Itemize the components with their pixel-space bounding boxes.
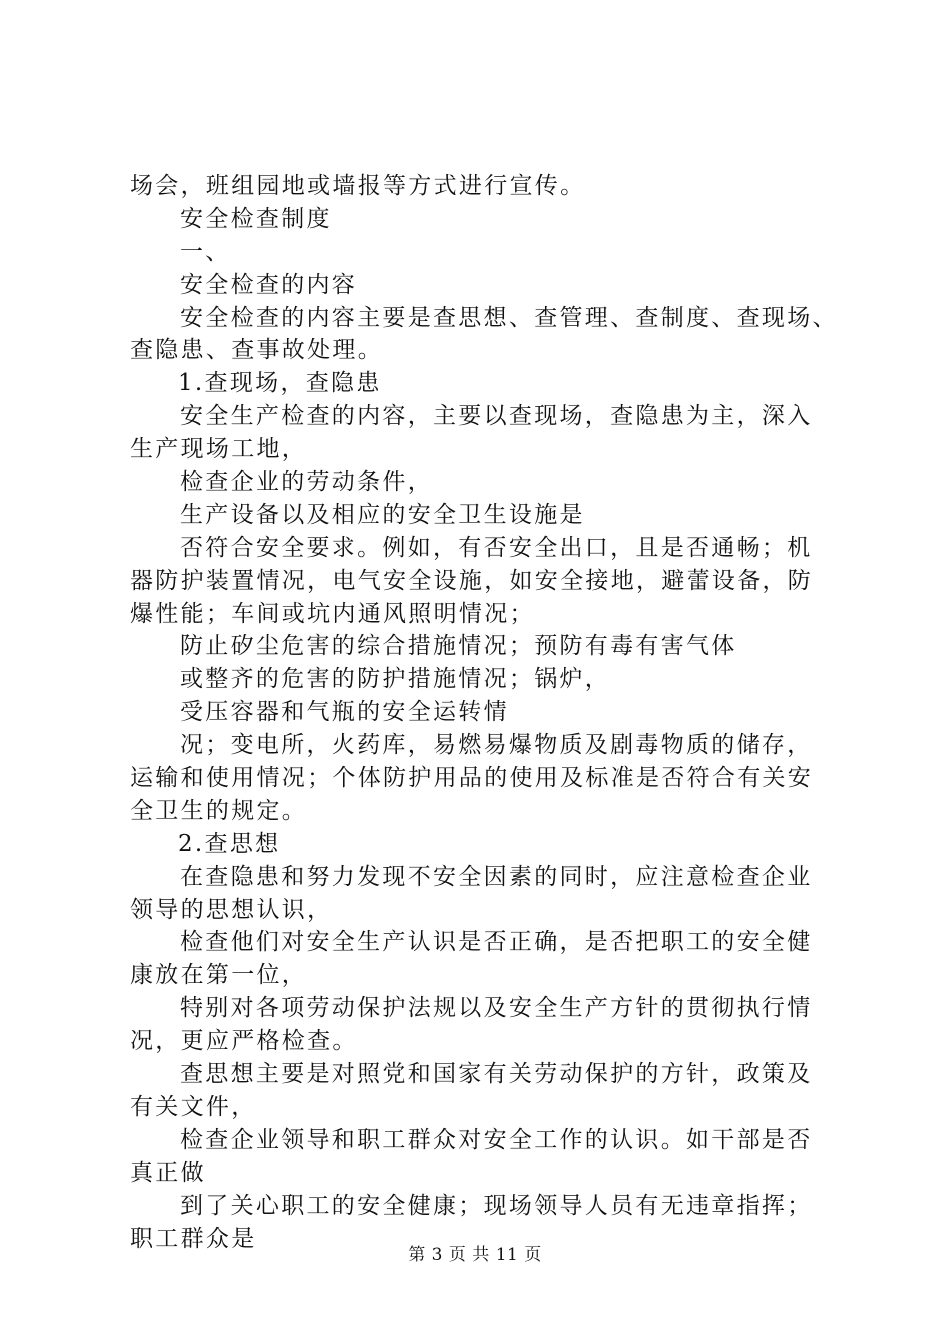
text-line: 检查企业领导和职工群众对安全工作的认识。如干部是否 xyxy=(180,1126,813,1153)
text-line: 生产现场工地， xyxy=(130,436,308,463)
document-body xyxy=(130,170,842,1255)
text-line: 器防护装置情况，电气安全设施，如安全接地，避蕾设备，防 xyxy=(130,567,814,594)
text-line: 况，更应严格检查。 xyxy=(130,1028,358,1055)
text-line: 真正做 xyxy=(130,1159,206,1186)
text-line: 查思想主要是对照党和国家有关劳动保护的方针，政策及 xyxy=(180,1061,813,1088)
text-line: 生产设备以及相应的安全卫生设施是 xyxy=(180,501,585,528)
text-line: 查隐患、查事故处理。 xyxy=(130,337,383,364)
text-line: 检查企业的劳动条件， xyxy=(180,469,433,496)
page-footer xyxy=(0,1243,950,1267)
text-line: 领导的思想认识， xyxy=(130,896,333,923)
text-line: 职工群众是 xyxy=(130,1225,257,1252)
text-line: 况；变电所，火药库，易燃易爆物质及剧毒物质的储存， xyxy=(180,732,813,759)
text-line: 安全生产检查的内容，主要以查现场，查隐患为主，深入 xyxy=(180,403,813,430)
section-title: 安全检查制度 xyxy=(180,205,332,232)
text-line: 运输和使用情况；个体防护用品的使用及标准是否符合有关安 xyxy=(130,765,814,792)
text-line: 特别对各项劳动保护法规以及安全生产方针的贯彻执行情 xyxy=(180,995,813,1022)
text-line: 全卫生的规定。 xyxy=(130,797,308,824)
text-line: 康放在第一位， xyxy=(130,962,308,989)
subsection-heading: 1.查现场，查隐患 xyxy=(178,370,382,397)
text-line: 受压容器和气瓶的安全运转情 xyxy=(180,699,509,726)
page-number-label: 第 3 页 共 11 页 xyxy=(408,1245,542,1265)
text-line: 到了关心职工的安全健康；现场领导人员有无违章指挥； xyxy=(180,1192,813,1219)
subsection-title: 安全检查的内容 xyxy=(180,271,358,298)
text-line: 否符合安全要求。例如，有否安全出口，且是否通畅；机 xyxy=(180,534,813,561)
text-line: 检查他们对安全生产认识是否正确，是否把职工的安全健 xyxy=(180,929,813,956)
text-line: 防止矽尘危害的综合措施情况；预防有毒有害气体 xyxy=(180,633,737,660)
text-line: 场会，班组园地或墙报等方式进行宣传。 xyxy=(130,173,586,199)
text-line: 有关文件， xyxy=(130,1093,257,1120)
subsection-heading: 2.查思想 xyxy=(178,830,281,857)
section-number: 一、 xyxy=(180,238,231,265)
text-line: 安全检查的内容主要是查思想、查管理、查制度、查现场、 xyxy=(180,304,838,331)
text-line: 在查隐患和努力发现不安全因素的同时，应注意检查企业 xyxy=(180,863,813,890)
text-line: 或整齐的危害的防护措施情况；锅炉， xyxy=(180,666,611,693)
text-line: 爆性能；车间或坑内通风照明情况； xyxy=(130,600,535,627)
